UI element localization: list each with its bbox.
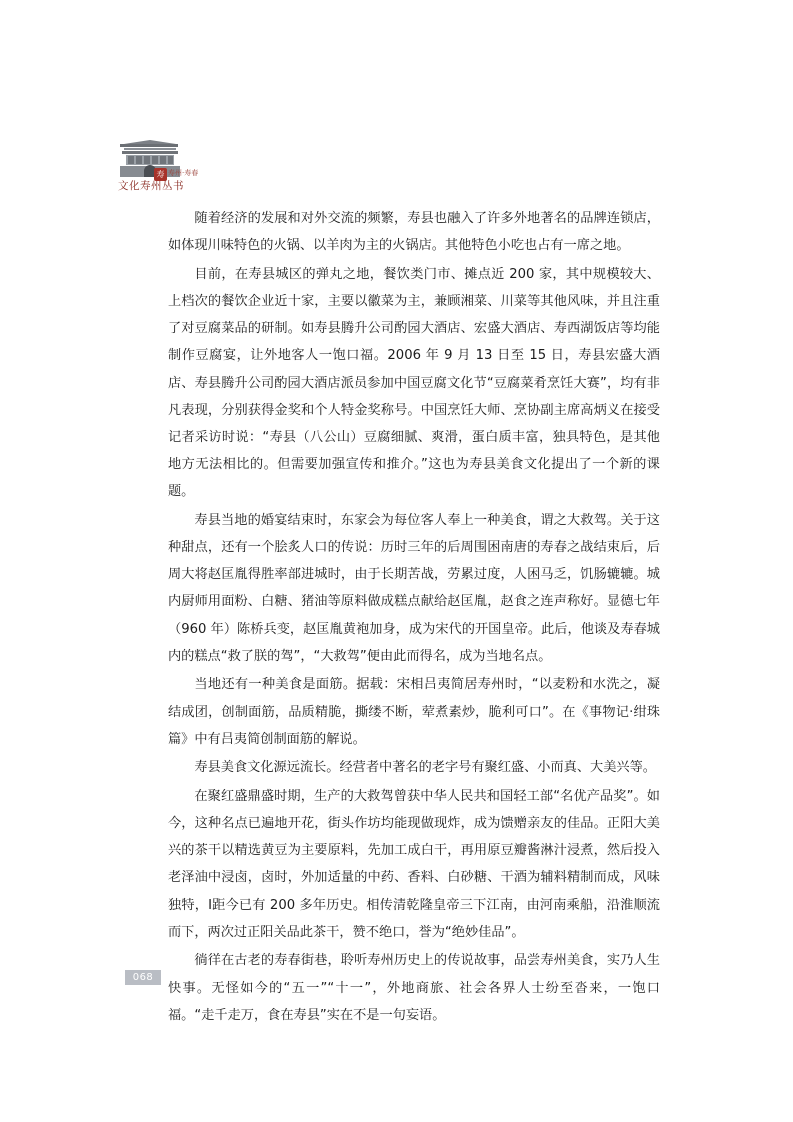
paragraph: 当地还有一种美食是面筋。据载：宋相吕夷简居寿州时，“以麦粉和水洗之，凝结成团，创制面筋，品质精脆，撕缕不断，荤煮素炒，脆利可口”。在《事物记·绀珠篇》中有吕夷简创制面筋的解说。 <box>168 677 660 747</box>
paragraph: 在聚红盛鼎盛时期，生产的大救驾曾获中华人民共和国轻工部“名优产品奖”。如今，这种名点已遍地开花，街头作坊均能现做现炸，成为馈赠亲友的佳品。正阳大美兴的茶干以精选黄豆为主要原料，先加工成白干，再用原豆瓣酱淋汁浸煮，然后投入老泽油中浸卤，卤时，外加适量的中药、香料、白砂糖、干酒为辅料精制而成，风味独特，I距今已有 200 多年历史。相传清乾隆皇帝三下江南，由河南乘船，沿淮顺流而下，两次过正阳关品此茶干，赞不绝口，誉为“绝妙佳品”。 <box>168 788 660 940</box>
page-number: 068 <box>125 970 161 985</box>
paragraph: 寿县美食文化源远流长。经营者中著名的老字号有聚红盛、小而真、大美兴等。 <box>194 760 656 776</box>
body-text <box>168 205 660 1030</box>
paragraph: 目前，在寿县城区的弹丸之地，餐饮类门市、摊点近 200 家，其中规模较大、上档次的餐饮企业近十家，主要以徽菜为主，兼顾湘菜、川菜等其他风味，并且注重了对豆腐菜品的研制。如寿县腾升公司酌园大酒店、宏盛大酒店、寿西湖饭店等均能制作豆腐宴，让外地客人一饱口福。2006 年 9 月 13 日至 15 日，寿县宏盛大酒店、寿县腾升公司酌园大酒店派员参加中国豆腐文化节“豆腐菜肴烹饪大赛”，均有非凡表现，分别获得金奖和个人特金奖称号。中国烹饪大师、烹协副主席高炳义在接受记者采访时说：“寿县（八公山）豆腐细腻、爽滑，蛋白质丰富，独具特色，是其他地方无法相比的。但需要加强宣传和推介。”这也为寿县美食文化提出了一个新的课题。 <box>168 266 660 500</box>
seal-icon: 寿 <box>154 168 167 181</box>
series-logo <box>118 140 199 202</box>
series-title: 文化寿州丛书 <box>118 180 184 192</box>
paragraph: 随着经济的发展和对外交流的频繁，寿县也融入了许多外地著名的品牌连锁店，如体现川味特色的火锅、以羊肉为主的火锅店。其他特色小吃也占有一席之地。 <box>168 211 660 254</box>
paragraph: 徜徉在古老的寿春街巷，聆听寿州历史上的传说故事，品尝寿州美食，实乃人生快事。无怪如今的“五一”“十一”，外地商旅、社会各界人士纷至沓来，一饱口福。“走千走万，食在寿县”实在不是一句妄语。 <box>168 953 660 1023</box>
paragraph: 寿县当地的婚宴结束时，东家会为每位客人奉上一种美食，谓之大救驾。关于这种甜点，还有一个脍炙人口的传说：历时三年的后周围困南唐的寿春之战结束后，后周大将赵匡胤得胜率部进城时，由于长期苦战，劳累过度，人困马乏，饥肠辘辘。城内厨师用面粉、白糖、猪油等原料做成糕点献给赵匡胤，赵食之连声称好。显德七年（960 年）陈桥兵变，赵匡胤黄袍加身，成为宋代的开国皇帝。此后，他谈及寿春城内的糕点“救了朕的驾”，“大救驾”便由此而得名，成为当地名点。 <box>168 512 660 664</box>
series-sub-label: 寿州·寿春 <box>168 169 199 177</box>
